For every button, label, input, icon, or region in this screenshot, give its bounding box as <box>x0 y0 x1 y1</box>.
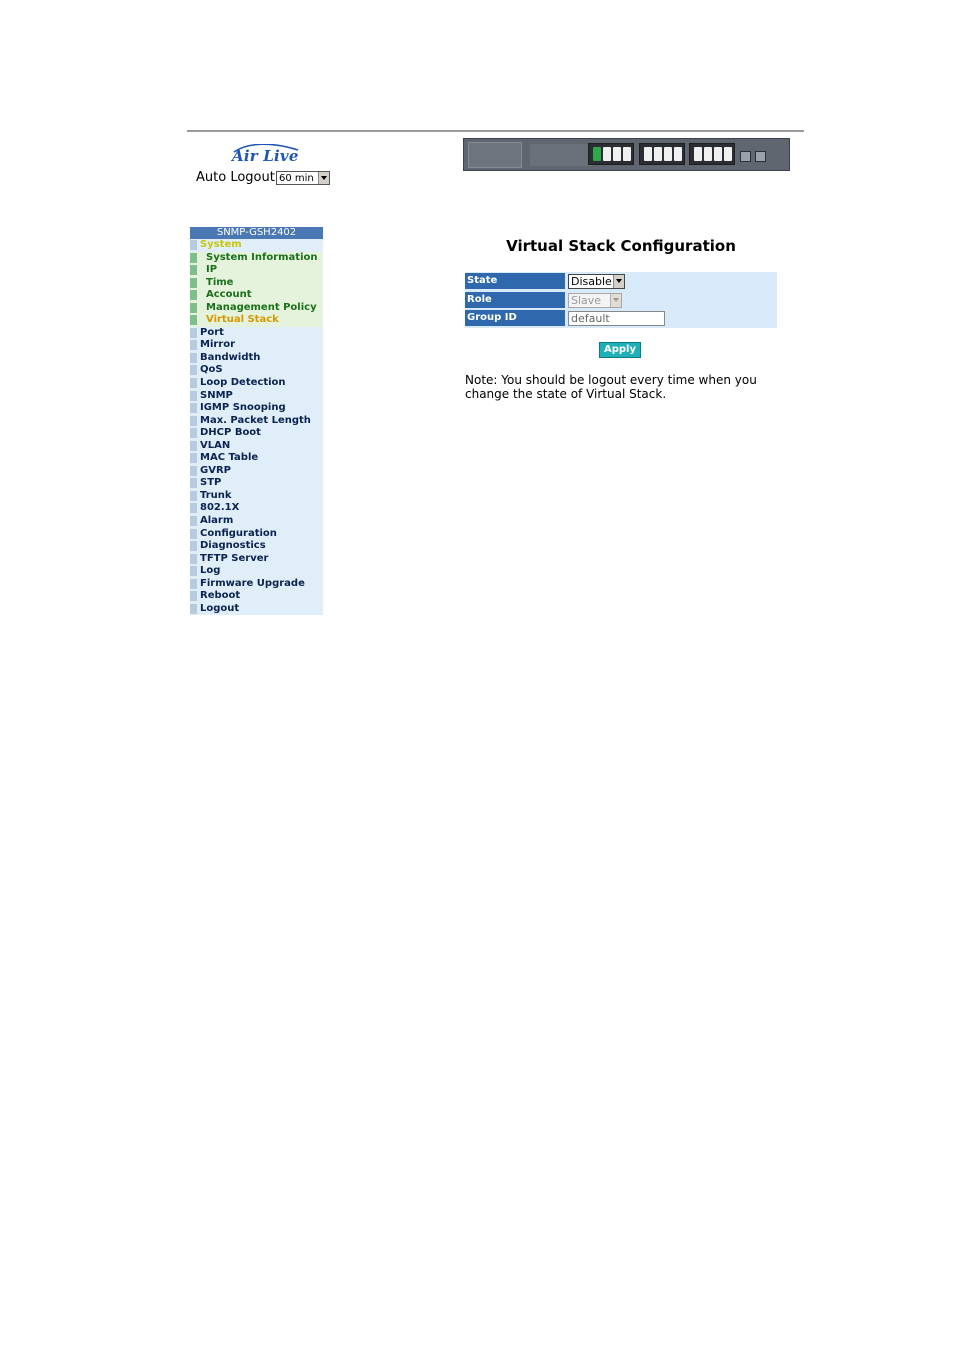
sidebar-item-label: Alarm <box>200 515 234 527</box>
sidebar-item-snmp[interactable] <box>190 390 323 403</box>
sidebar-item-label: Bandwidth <box>200 351 261 363</box>
sidebar-item-label: System <box>200 239 242 250</box>
sidebar-item-log[interactable] <box>190 565 323 578</box>
airlive-logo <box>228 144 303 168</box>
role-label: Role <box>465 292 565 308</box>
sidebar-item-loop-detection[interactable] <box>190 377 323 390</box>
sidebar-item-max-packet-length[interactable] <box>190 415 323 428</box>
group-id-value: default <box>571 312 610 325</box>
sidebar-item-label: Reboot <box>200 590 241 602</box>
sidebar-item-port[interactable] <box>190 327 323 340</box>
dropdown-arrow-icon[interactable] <box>318 172 329 184</box>
apply-button[interactable]: Apply <box>599 342 641 358</box>
sidebar-menu <box>190 227 323 615</box>
port-8 <box>674 147 682 161</box>
port-7 <box>664 147 672 161</box>
sidebar-item-label: Mirror <box>200 339 236 351</box>
sidebar-item-label: Logout <box>200 602 240 614</box>
sidebar-item-label: Configuration <box>200 527 277 539</box>
sidebar-item-diagnostics[interactable] <box>190 540 323 553</box>
sfp-slot-2 <box>755 151 766 162</box>
device-label-plate <box>468 142 522 168</box>
port-12 <box>724 147 732 161</box>
sidebar-item-alarm[interactable] <box>190 515 323 528</box>
group-id-input[interactable] <box>568 311 665 326</box>
sidebar-item-label: Time <box>206 276 234 288</box>
form-row-group-id <box>465 309 777 328</box>
sidebar-item-label: Firmware Upgrade <box>200 577 305 589</box>
sidebar-item-label: Management Policy <box>206 301 317 313</box>
sidebar-item-stp[interactable] <box>190 477 323 490</box>
port-4 <box>623 147 631 161</box>
sidebar-item-label: Diagnostics <box>200 540 266 552</box>
port-group-1 <box>588 143 634 165</box>
state-select[interactable] <box>568 274 625 289</box>
sidebar-item-dhcp-boot[interactable] <box>190 427 323 440</box>
auto-logout-label: Auto Logout <box>196 170 275 185</box>
logo-text: Air Live <box>232 147 299 165</box>
port-1 <box>593 147 601 161</box>
port-group-3 <box>689 143 735 165</box>
sidebar-item-bandwidth[interactable] <box>190 352 323 365</box>
menu-title: SNMP-GSH2402 <box>190 227 323 239</box>
auto-logout-value: 60 min <box>279 173 314 184</box>
device-led-panel <box>530 144 592 166</box>
sidebar-item-label: STP <box>200 477 222 489</box>
sidebar-item-trunk[interactable] <box>190 490 323 503</box>
port-11 <box>714 147 722 161</box>
form-row-role <box>465 291 777 310</box>
sidebar-item-label: Account <box>206 289 252 301</box>
port-9 <box>694 147 702 161</box>
sidebar-item-reboot[interactable] <box>190 590 323 603</box>
sidebar-item-system[interactable] <box>190 239 323 252</box>
sidebar-item-account[interactable] <box>190 289 323 302</box>
sidebar-item-label: Loop Detection <box>200 377 286 389</box>
sidebar-item-firmware-upgrade[interactable] <box>190 578 323 591</box>
group-id-label: Group ID <box>465 310 565 326</box>
state-label: State <box>465 273 565 289</box>
sidebar-item-label: IGMP Snooping <box>200 402 286 414</box>
auto-logout-select[interactable] <box>276 171 330 185</box>
sfp-slot-1 <box>740 151 751 162</box>
note-text: Note: You should be logout every time when you change the state of Virtual Stack. <box>465 373 757 401</box>
sidebar-item-qos[interactable] <box>190 364 323 377</box>
role-select[interactable] <box>568 293 622 308</box>
sidebar-item-label: SNMP <box>200 389 233 401</box>
port-6 <box>654 147 662 161</box>
sidebar-item-label: Max. Packet Length <box>200 414 311 426</box>
sidebar-item-ip[interactable] <box>190 264 323 277</box>
sidebar-item-gvrp[interactable] <box>190 465 323 478</box>
sidebar-item-label: DHCP Boot <box>200 427 261 439</box>
dropdown-arrow-icon[interactable] <box>610 294 621 307</box>
sidebar-item-label: GVRP <box>200 464 231 476</box>
sidebar-item-label: Log <box>200 565 221 577</box>
sidebar-item-label: IP <box>206 264 218 276</box>
sidebar-item-configuration[interactable] <box>190 528 323 541</box>
port-2 <box>603 147 611 161</box>
sidebar-item-tftp-server[interactable] <box>190 553 323 566</box>
sidebar-item-label: Trunk <box>200 489 232 501</box>
page-title: Virtual Stack Configuration <box>506 237 736 255</box>
sidebar-item-time[interactable] <box>190 277 323 290</box>
sidebar-item-label: VLAN <box>200 439 231 451</box>
sidebar-item-virtual-stack[interactable] <box>190 314 323 327</box>
sidebar-item-management-policy[interactable] <box>190 302 323 315</box>
sidebar-item-802-1x[interactable] <box>190 502 323 515</box>
switch-front-panel-image <box>463 138 790 171</box>
port-3 <box>613 147 621 161</box>
port-10 <box>704 147 712 161</box>
sidebar-item-logout[interactable] <box>190 603 323 616</box>
virtual-stack-form <box>465 272 777 328</box>
sidebar-item-label: TFTP Server <box>200 552 269 564</box>
sidebar-item-igmp-snooping[interactable] <box>190 402 323 415</box>
sidebar-item-label: Port <box>200 326 224 338</box>
top-divider <box>187 130 804 132</box>
sidebar-item-label: QoS <box>200 364 223 376</box>
sidebar-item-label: MAC Table <box>200 452 259 464</box>
sidebar-item-system-information[interactable] <box>190 252 323 265</box>
form-row-state <box>465 272 777 291</box>
port-group-2 <box>639 143 685 165</box>
sidebar-item-label: 802.1X <box>200 502 240 514</box>
sidebar-item-mac-table[interactable] <box>190 452 323 465</box>
role-value: Slave <box>571 293 602 307</box>
sidebar-item-vlan[interactable] <box>190 440 323 453</box>
port-5 <box>644 147 652 161</box>
sidebar-item-label: Virtual Stack <box>206 314 279 326</box>
sidebar-item-mirror[interactable] <box>190 339 323 352</box>
dropdown-arrow-icon[interactable] <box>613 275 624 288</box>
state-value: Disable <box>571 275 612 288</box>
sidebar-item-label: System Information <box>206 251 318 263</box>
